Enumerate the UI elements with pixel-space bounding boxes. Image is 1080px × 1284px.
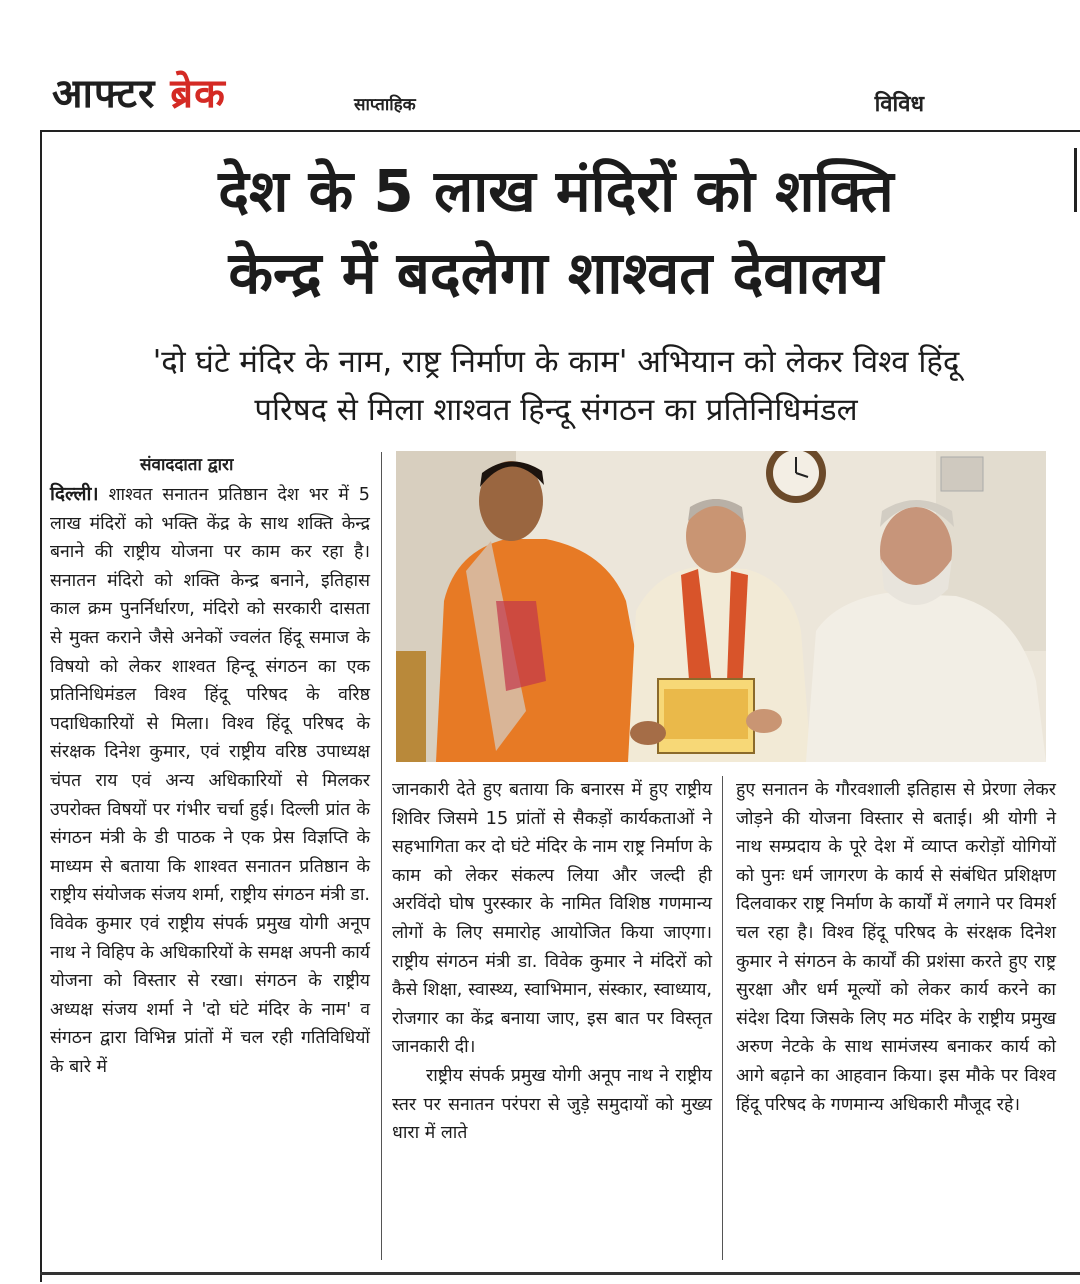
publication-frequency: साप्ताहिक: [354, 95, 416, 115]
headline: [46, 150, 1066, 314]
subheadline-line-1: 'दो घंटे मंदिर के नाम, राष्ट्र निर्माण के काम' अभियान को लेकर विश्व हिंदू: [152, 344, 960, 380]
news-photo: [396, 451, 1046, 762]
article-column-3: [736, 776, 1056, 1119]
column-2-paragraph-1: जानकारी देते हुए बताया कि बनारस में हुए राष्ट्रीय शिविर जिसमे 15 प्रांतों से सैकड़ों कार्यकताओं ने सहभागिता कर दो घंटे मंदिर के नाम राष्ट्र निर्माण के काम को लेकर संकल्प लिया और जल्दी ही अरविंदो घोष पुरस्कार के नामित विशिष्ठ गणमान्य लोगों के लिए समारोह आयोजित किया जाएगा। राष्ट्रीय संगठन मंत्री डा. विवेक कुमार ने मंदिरों को कैसे शिक्षा, स्वास्थ्य, स्वाभिमान, संस्कार, स्वाध्याय, रोजगार का केंद्र बनाया जाए, इस बात पर विस्तृत जानकारी दी।: [392, 780, 712, 1058]
logo-word-break: ब्रेक: [170, 70, 226, 117]
subheadline: [46, 338, 1066, 434]
column-1-text: शाश्वत सनातन प्रतिष्ठान देश भर में 5 लाख मंदिरों को भक्ति केंद्र के साथ शक्ति केन्द्र बनाने की राष्ट्रीय योजना पर काम कर रहा है। सनातन मंदिरो को शक्ति केन्द्र बनाने, इतिहास काल क्रम पुनर्निर्धारण, मंदिरो को सरकारी दासता से मुक्त कराने जैसे अनेकों ज्वलंत हिंदू समाज के विषयो को लेकर शाश्वत हिन्दू संगठन का एक प्रतिनिधिमंडल विश्व हिंदू परिषद के वरिष्ठ पदाधिकारियों से मिला। विश्व हिंदू परिषद के संरक्षक दिनेश कुमार, एवं राष्ट्रीय वरिष्ठ उपाध्यक्ष चंपत राय एवं अन्य अधिकारियों से मिलकर उपरोक्त विषयों पर गंभीर चर्चा हुई। दिल्ली प्रांत के संगठन मंत्री के डी पाठक ने एक प्रेस विज्ञप्ति के माध्यम से बताया कि शाश्वत सनातन प्रतिष्ठान के राष्ट्रीय संयोजक संजय शर्मा, राष्ट्रीय संगठन मंत्री डा. विवेक कुमार एवं राष्ट्रीय संपर्क प्रमुख योगी अनूप नाथ ने विहिप के अधिकारियों के समक्ष अपनी कार्य योजना को विस्तार से रखा। संगठन के राष्ट्रीय अध्यक्ष संजय शर्मा ने 'दो घंटे मंदिर के नाम' व संगठन द्वारा विभिन्न प्रांतों में चल रही गतिविधियों के बारे में: [50, 485, 370, 1077]
article-column-1: [50, 480, 370, 1081]
masthead: [52, 66, 1032, 122]
column-3-text: हुए सनातन के गौरवशाली इतिहास से प्रेरणा लेकर जोड़ने की योजना विस्तार से बताई। श्री योगी ने नाथ सम्प्रदाय के पूरे देश में व्याप्त करोड़ों योगियों को पुनः धर्म जागरण के कार्य से संबंधित प्रशिक्षण दिलवाकर राष्ट्र निर्माण के कार्यों में लगाने पर विमर्श चल रहा है। विश्व हिंदू परिषद के संरक्षक दिनेश कुमार ने संगठन के कार्यों की प्रशंसा करते हुए राष्ट्र सुरक्षा और धर्म मूल्यों को लेकर कार्य करने का संदेश दिया जिसके लिए मठ मंदिर के राष्ट्रीय प्रमुख अरुण नेटके के साथ सामंजस्य बनाकर कार्य को आगे बढ़ाने का आहवान किया। इस मौके पर विश्व हिंदू परिषद के गणमान्य अधिकारी मौजूद रहे।: [736, 780, 1056, 1115]
headline-line-2: केन्द्र में बदलेगा शाश्वत देवालय: [228, 239, 884, 307]
logo-word-after: आफ्टर: [52, 70, 156, 117]
column-divider: [722, 776, 723, 1260]
frame-tick: [1074, 148, 1077, 212]
delegation-meeting-photo: [396, 451, 1046, 762]
section-label: विविध: [874, 92, 924, 117]
article-column-2: [392, 776, 712, 1148]
subheadline-line-2: परिषद से मिला शाश्वत हिन्दू संगठन का प्रतिनिधिमंडल: [254, 392, 858, 428]
headline-line-1: देश के 5 लाख मंदिरों को शक्ति: [218, 157, 894, 225]
bottom-rule: [40, 1272, 1080, 1275]
column-divider: [381, 452, 382, 1260]
byline: संवाददाता द्वारा: [140, 455, 234, 475]
dateline: दिल्ली।: [50, 483, 99, 505]
column-2-paragraph-2: राष्ट्रीय संपर्क प्रमुख योगी अनूप नाथ ने राष्ट्रीय स्तर पर सनातन परंपरा से जुड़े समुदायों को मुख्य धारा में लाते: [392, 1065, 712, 1144]
newspaper-logo: [52, 66, 226, 122]
